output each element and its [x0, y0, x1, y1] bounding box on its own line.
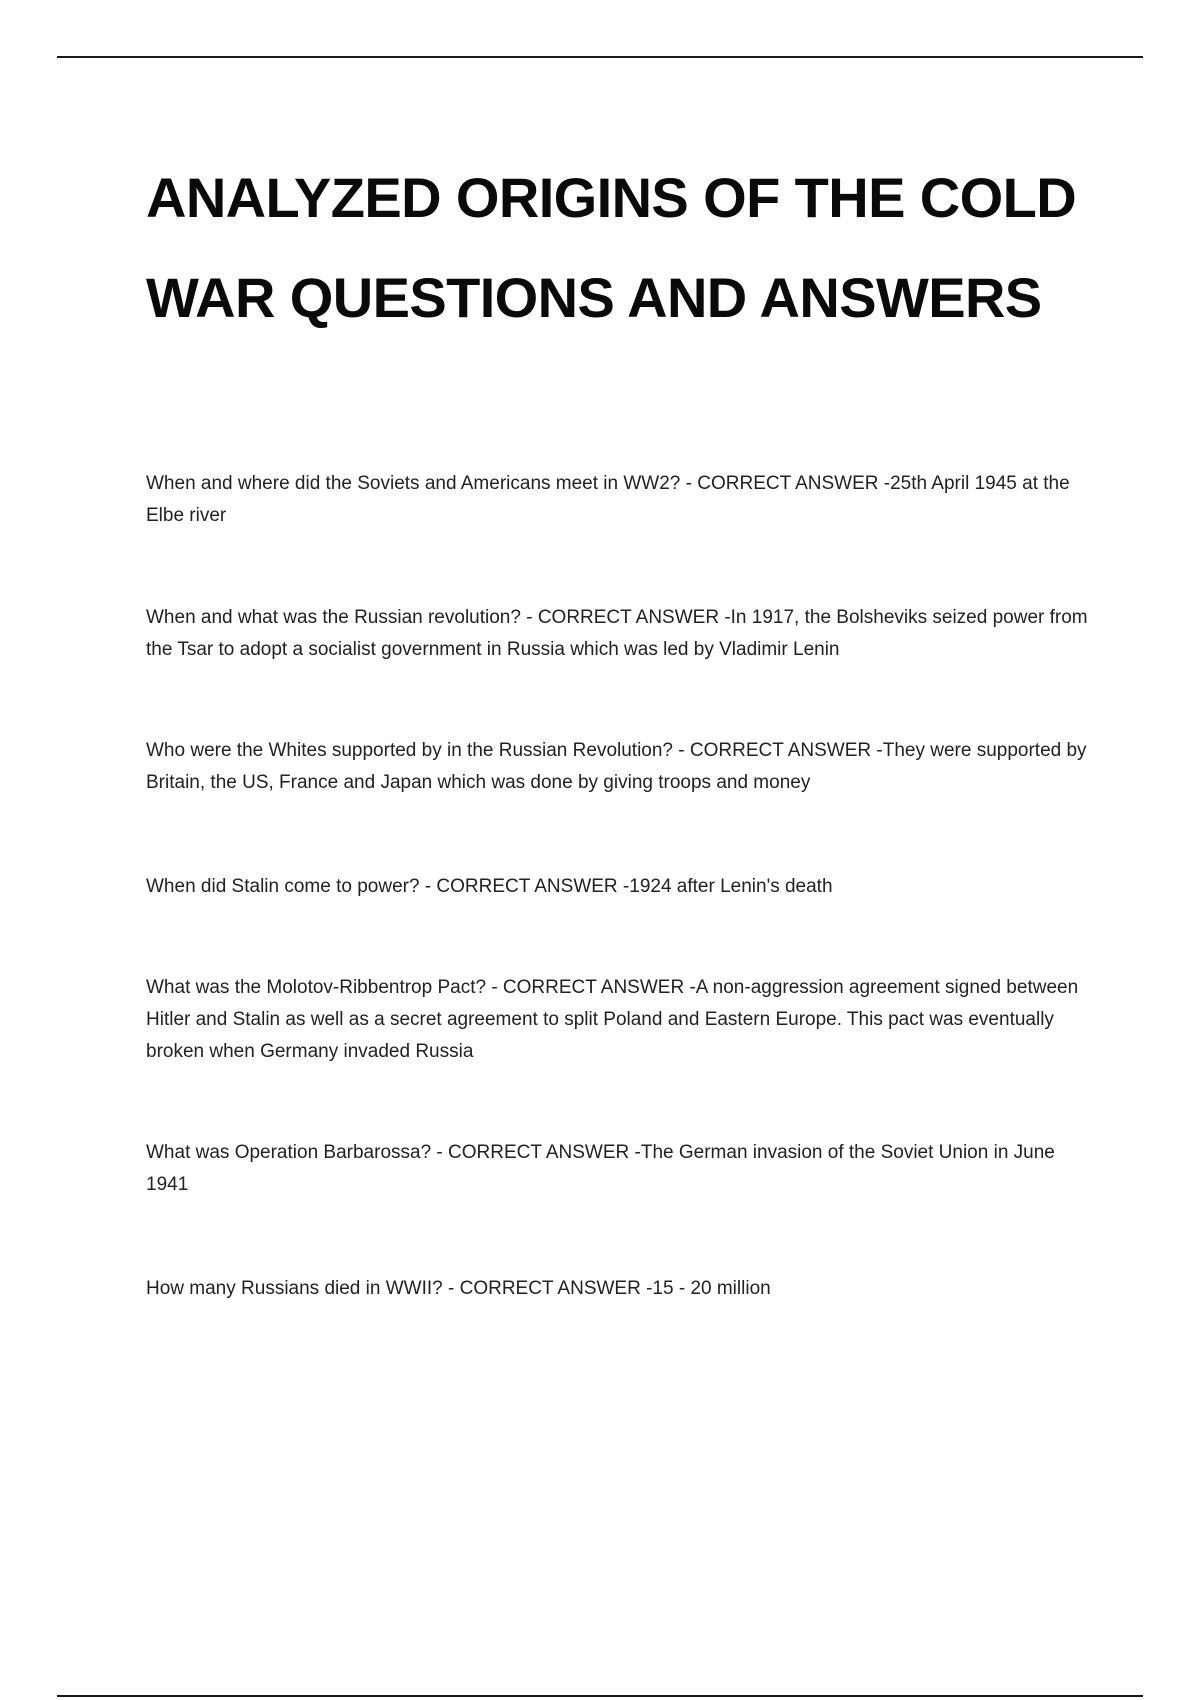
- document-title: ANALYZED ORIGINS OF THE COLD WAR QUESTIONS AND ANSWERS: [146, 166, 1077, 329]
- qa-item-3: Who were the Whites supported by in the Russian Revolution? - CORRECT ANSWER -They were supported by Britain, the US, France and Japan which was done by giving troops and money: [146, 740, 1087, 793]
- qa-item-4: When did Stalin come to power? - CORRECT ANSWER -1924 after Lenin's death: [146, 876, 833, 897]
- qa-item-2: When and what was the Russian revolution? - CORRECT ANSWER -In 1917, the Bolsheviks seized power from the Tsar to adopt a socialist government in Russia which was led by Vladimir Lenin: [146, 607, 1088, 660]
- qa-item-7: How many Russians died in WWII? - CORRECT ANSWER -15 - 20 million: [146, 1278, 771, 1299]
- qa-item-1: When and where did the Soviets and Americans meet in WW2? - CORRECT ANSWER -25th April 1945 at the Elbe river: [146, 473, 1070, 526]
- header-rule: [57, 56, 1143, 58]
- footer-rule: [57, 1695, 1143, 1697]
- qa-item-5: What was the Molotov-Ribbentrop Pact? - CORRECT ANSWER -A non-aggression agreement signed between Hitler and Stalin as well as a secret agreement to split Poland and Eastern Europe. This pact was eventually broken when Germany invaded Russia: [146, 977, 1079, 1062]
- qa-item-6: What was Operation Barbarossa? - CORRECT ANSWER -The German invasion of the Soviet Union in June 1941: [146, 1142, 1055, 1195]
